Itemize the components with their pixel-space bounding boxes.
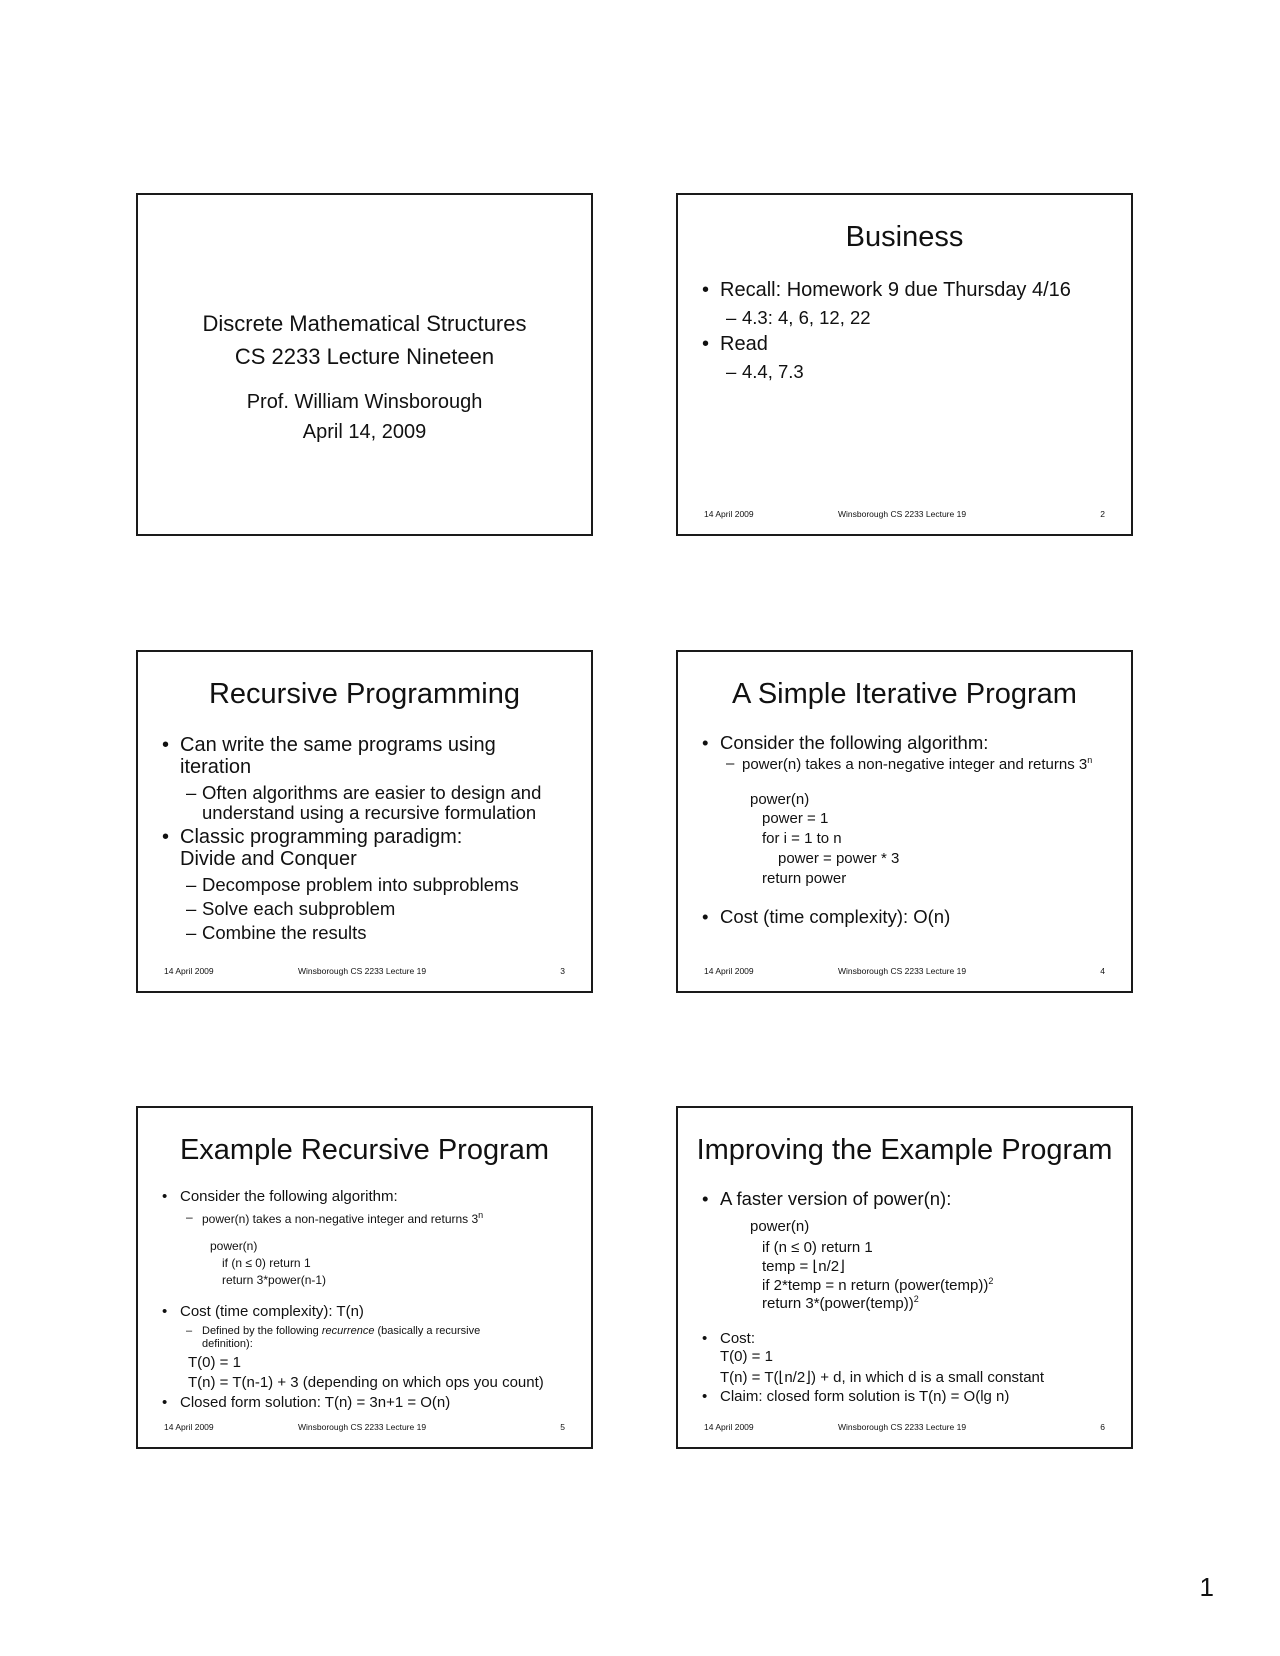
dash-marker: – — [726, 755, 735, 772]
dash-marker: – — [726, 307, 737, 328]
sub-bullet-text: Decompose problem into subproblems — [202, 874, 519, 895]
sub-bullet-text: Combine the results — [202, 922, 367, 943]
bullet-text: Claim: closed form solution is T(n) = O(lg n) — [720, 1388, 1010, 1405]
slide-3 — [136, 650, 593, 993]
bullet-text: Can write the same programs using — [180, 734, 496, 756]
dash-marker: – — [186, 1210, 193, 1224]
sub-bullet-text: understand using a recursive formulation — [202, 802, 537, 823]
sub-bullet-text — [742, 755, 1092, 773]
code-line: power(n) — [750, 1218, 810, 1235]
equation-line: T(n) = T(⌊n/2⌋) + d, in which d is a small constant — [720, 1369, 1045, 1386]
slide-2 — [676, 193, 1133, 536]
slide-title: Improving the Example Program — [696, 1134, 1113, 1166]
bullet-marker: • — [162, 1303, 168, 1320]
footer-course: Winsborough CS 2233 Lecture 19 — [838, 509, 967, 519]
bullet-text: Read — [720, 333, 768, 355]
superscript-2: 2 — [913, 1294, 919, 1304]
footer-course: Winsborough CS 2233 Lecture 19 — [298, 1422, 427, 1432]
bullet-marker: • — [162, 826, 170, 848]
bullet-text: Classic programming paradigm: — [180, 826, 463, 848]
footer-course: Winsborough CS 2233 Lecture 19 — [838, 966, 967, 976]
superscript-n: n — [478, 1210, 484, 1220]
code-line: power(n) — [750, 791, 810, 808]
footer-course: Winsborough CS 2233 Lecture 19 — [298, 966, 427, 976]
code-line: temp = ⌊n/2⌋ — [762, 1258, 845, 1275]
footer-slide-number: 2 — [1100, 509, 1105, 519]
bullet-marker: • — [702, 732, 709, 753]
footer-slide-number: 3 — [560, 966, 565, 976]
slide-4 — [676, 650, 1133, 993]
bullet-text: Consider the following algorithm: — [180, 1188, 398, 1205]
page-number: 1 — [1199, 1572, 1214, 1602]
date: April 14, 2009 — [302, 421, 427, 443]
sub-bullet-text — [202, 1210, 483, 1226]
bullet-text: Cost: — [720, 1330, 756, 1347]
footer-course: Winsborough CS 2233 Lecture 19 — [838, 1422, 967, 1432]
bullet-marker: • — [702, 906, 709, 927]
author: Prof. William Winsborough — [246, 391, 483, 413]
bullet-text: Cost (time complexity): O(n) — [720, 906, 951, 927]
dash-marker: – — [186, 898, 197, 919]
footer-date: 14 April 2009 — [704, 1422, 754, 1432]
bullet-text: Recall: Homework 9 due Thursday 4/16 — [720, 279, 1071, 301]
bullet-text: Cost (time complexity): T(n) — [180, 1303, 364, 1320]
slide-title: Business — [845, 221, 964, 253]
code-line: if (n ≤ 0) return 1 — [762, 1239, 873, 1256]
slide-title: A Simple Iterative Program — [732, 678, 1077, 710]
equation-line: T(n) = T(n-1) + 3 (depending on which ops you count) — [188, 1374, 544, 1391]
code-line: power = 1 — [762, 810, 829, 827]
sub-text-emphasis: recurrence — [321, 1325, 375, 1337]
dash-marker: – — [186, 922, 197, 943]
code-main: if 2*temp = n return (power(temp)) — [762, 1277, 989, 1294]
bullet-marker: • — [162, 1188, 168, 1205]
sub-bullet-text: definition): — [202, 1338, 253, 1350]
sub-bullet-main: power(n) takes a non-negative integer and returns 3 — [202, 1212, 479, 1226]
code-line: for i = 1 to n — [762, 830, 842, 847]
sub-bullet-text: Often algorithms are easier to design and — [202, 782, 542, 803]
bullet-marker: • — [162, 734, 170, 756]
code-line: if (n ≤ 0) return 1 — [222, 1256, 311, 1270]
slide-1 — [136, 193, 593, 536]
sub-text-b: (basically a recursive — [374, 1325, 481, 1337]
bullet-text: iteration — [180, 756, 252, 778]
sub-text-a: Defined by the following — [202, 1325, 322, 1337]
slide-title: Example Recursive Program — [179, 1134, 550, 1166]
bullet-marker: • — [702, 1330, 708, 1347]
equation-line: T(0) = 1 — [188, 1354, 241, 1371]
sub-bullet-text: 4.4, 7.3 — [742, 361, 804, 382]
slide-title: Recursive Programming — [208, 678, 521, 710]
bullet-marker: • — [702, 333, 710, 355]
code-line: return 3*power(n-1) — [222, 1273, 327, 1287]
footer-slide-number: 5 — [560, 1422, 565, 1432]
slide-5 — [136, 1106, 593, 1449]
code-line: power = power * 3 — [778, 850, 900, 867]
lecture-title: CS 2233 Lecture Nineteen — [234, 344, 495, 369]
dash-marker: – — [186, 874, 197, 895]
footer-date: 14 April 2009 — [704, 509, 754, 519]
course-title: Discrete Mathematical Structures — [202, 311, 527, 336]
code-line: return power — [762, 870, 847, 887]
superscript-2: 2 — [988, 1276, 994, 1286]
slide-6 — [676, 1106, 1133, 1449]
sub-bullet-text: 4.3: 4, 6, 12, 22 — [742, 307, 871, 328]
footer-slide-number: 4 — [1100, 966, 1105, 976]
code-line — [762, 1294, 919, 1312]
bullet-text: Consider the following algorithm: — [720, 732, 989, 753]
bullet-marker: • — [702, 1188, 709, 1209]
code-main: return 3*(power(temp)) — [762, 1295, 914, 1312]
sub-bullet-main: power(n) takes a non-negative integer and returns 3 — [742, 756, 1088, 773]
dash-marker: – — [186, 782, 197, 803]
bullet-text: Closed form solution: T(n) = 3n+1 = O(n) — [180, 1394, 451, 1411]
bullet-text: Divide and Conquer — [180, 848, 357, 870]
footer-date: 14 April 2009 — [164, 966, 214, 976]
sub-bullet-text — [202, 1325, 480, 1337]
bullet-text: A faster version of power(n): — [720, 1188, 952, 1209]
superscript-n: n — [1087, 755, 1093, 765]
bullet-marker: • — [702, 1388, 708, 1405]
bullet-marker: • — [702, 279, 710, 301]
footer-slide-number: 6 — [1100, 1422, 1105, 1432]
footer-date: 14 April 2009 — [704, 966, 754, 976]
dash-marker: – — [726, 361, 737, 382]
bullet-marker: • — [162, 1394, 168, 1411]
code-line — [762, 1276, 993, 1294]
footer-date: 14 April 2009 — [164, 1422, 214, 1432]
dash-marker: – — [186, 1325, 193, 1337]
code-line: power(n) — [210, 1239, 258, 1253]
sub-bullet-text: Solve each subproblem — [202, 898, 396, 919]
equation-line: T(0) = 1 — [720, 1348, 773, 1365]
